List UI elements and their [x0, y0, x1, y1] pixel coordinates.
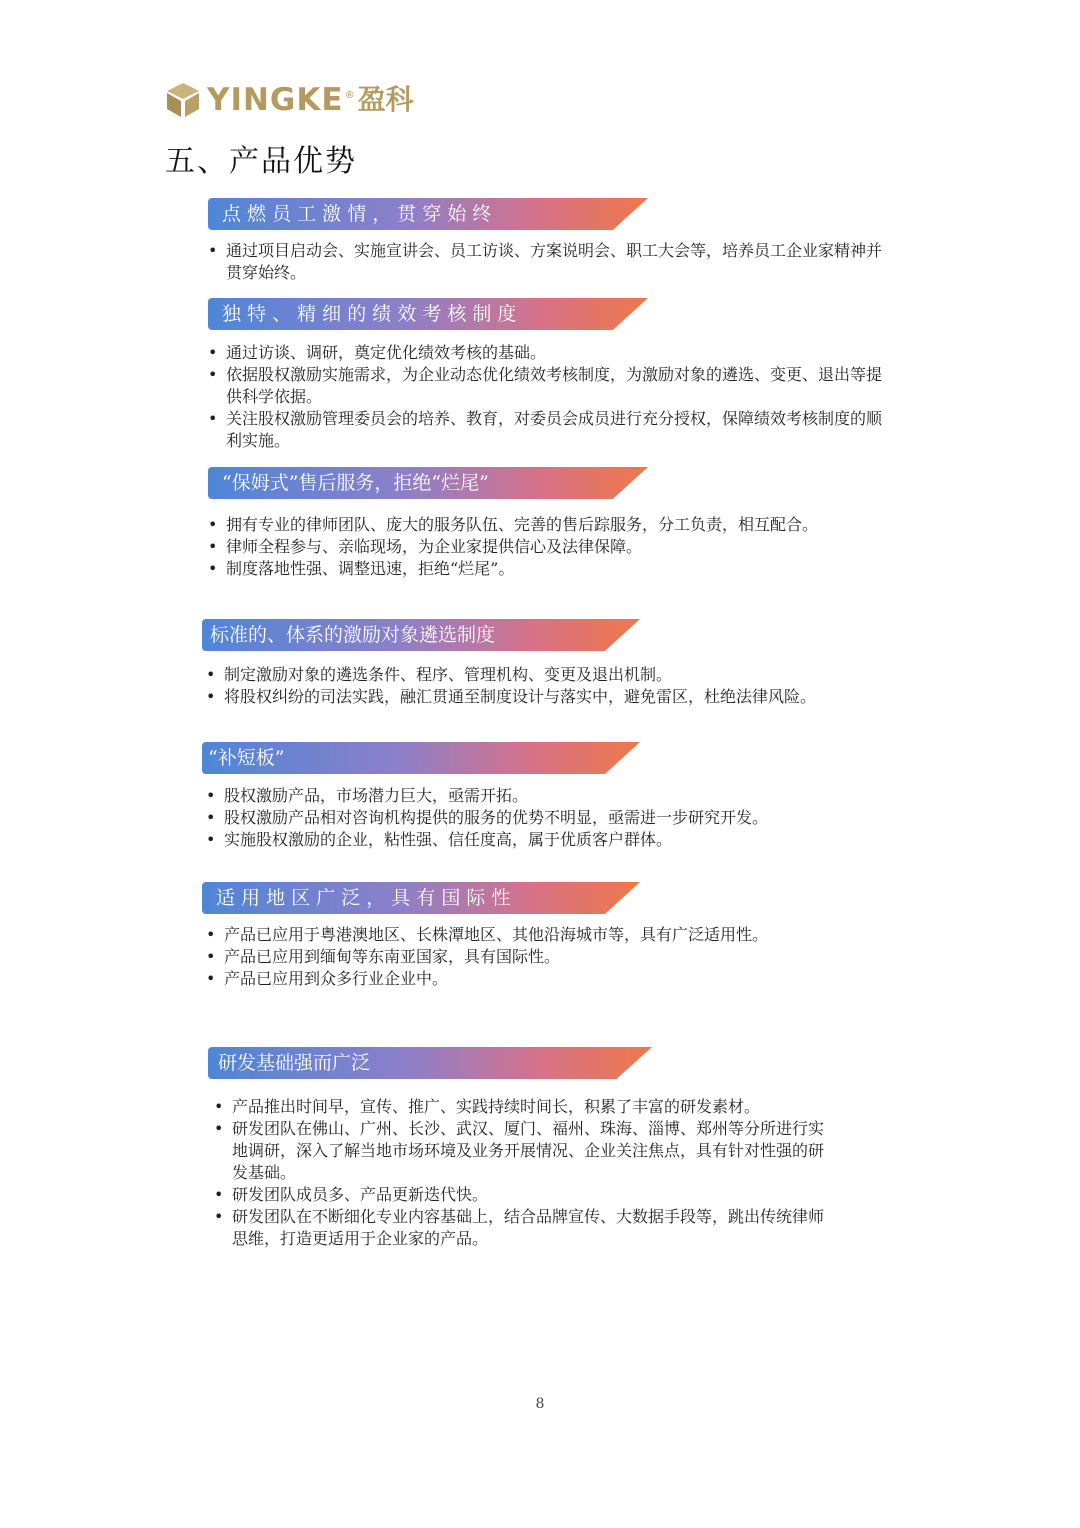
- section-banner: [208, 1047, 652, 1079]
- list-item: • 将股权纠纷的司法实践，融汇贯通至制度设计与落实中，避免雷区，杜绝法律风险。: [206, 686, 822, 708]
- section-banner: [208, 198, 648, 230]
- list-item: • 实施股权激励的企业，粘性强、信任度高，属于优质客户群体。: [206, 829, 822, 851]
- list-item: • 通过访谈、调研，奠定优化绩效考核的基础。: [208, 342, 888, 364]
- logo-registered-mark: ®: [344, 90, 356, 101]
- bullet-list: [208, 342, 888, 452]
- list-item: • 制定激励对象的遴选条件、程序、管理机构、变更及退出机制。: [206, 664, 822, 686]
- bullet-list: [214, 1096, 828, 1250]
- section-title: “保姆式”售后服务，拒绝“烂尾”: [222, 472, 489, 494]
- section-banner: [202, 619, 640, 651]
- list-item: • 研发团队在不断细化专业内容基础上，结合品牌宣传、大数据手段等，跳出传统律师思维，打造更适用于企业家的产品。: [214, 1206, 828, 1250]
- section-banner: [208, 298, 648, 330]
- section-selection-system: [202, 619, 822, 708]
- bullet-list: [206, 664, 822, 708]
- section-title: “补短板”: [208, 747, 285, 769]
- list-item: • 通过项目启动会、实施宣讲会、员工访谈、方案说明会、职工大会等，培养员工企业家精神并贯穿始终。: [208, 240, 888, 284]
- list-item: • 股权激励产品相对咨询机构提供的服务的优势不明显，亟需进一步研究开发。: [206, 807, 822, 829]
- company-logo: [165, 80, 414, 120]
- list-item: • 依据股权激励实施需求，为企业动态优化绩效考核制度，为激励对象的遴选、变更、退出等提供科学依据。: [208, 364, 888, 408]
- logo-brand: YINGKE ®: [207, 80, 344, 120]
- bullet-list: [206, 924, 822, 990]
- list-item: • 产品已应用于粤港澳地区、长株潭地区、其他沿海城市等，具有广泛适用性。: [206, 924, 822, 946]
- list-item: • 股权激励产品，市场潜力巨大，亟需开拓。: [206, 785, 822, 807]
- section-title: 研发基础强而广泛: [218, 1052, 371, 1074]
- list-item: • 研发团队在佛山、广州、长沙、武汉、厦门、福州、珠海、淄博、郑州等分所进行实地调研，深入了解当地市场环境及业务开展情况、企业关注焦点，具有针对性强的研发基础。: [214, 1118, 828, 1184]
- section-title: 独 特 、 精 细 的 绩 效 考 核 制 度: [222, 303, 517, 325]
- list-item: • 律师全程参与、亲临现场，为企业家提供信心及法律保障。: [208, 536, 888, 558]
- section-title: 适 用 地 区 广 泛 ， 具 有 国 际 性: [216, 887, 511, 909]
- list-item: • 制度落地性强、调整迅速，拒绝“烂尾”。: [208, 558, 888, 580]
- bullet-list: [208, 514, 888, 580]
- list-item: • 产品推出时间早，宣传、推广、实践持续时间长，积累了丰富的研发素材。: [214, 1096, 828, 1118]
- section-fill-gaps: [202, 742, 822, 851]
- logo-chinese-name: 盈科: [357, 83, 414, 116]
- section-rd-foundation: [208, 1047, 828, 1250]
- section-motivate-staff: [208, 198, 888, 284]
- section-banner: [208, 467, 648, 499]
- list-item: • 产品已应用到缅甸等东南亚国家，具有国际性。: [206, 946, 822, 968]
- section-banner: [202, 882, 640, 914]
- section-performance-system: [208, 298, 888, 452]
- list-item: • 产品已应用到众多行业企业中。: [206, 968, 822, 990]
- section-wide-application: [202, 882, 822, 990]
- page-heading: 五、产品优势: [165, 144, 357, 179]
- cube-logo-icon: [165, 81, 201, 119]
- section-banner: [202, 742, 640, 774]
- list-item: • 研发团队成员多、产品更新迭代快。: [214, 1184, 828, 1206]
- section-title: 点 燃 员 工 激 情 ， 贯 穿 始 终: [222, 203, 492, 225]
- list-item: • 关注股权激励管理委员会的培养、教育，对委员会成员进行充分授权，保障绩效考核制度的顺利实施。: [208, 408, 888, 452]
- page-number: 8: [535, 1396, 545, 1412]
- bullet-list: [208, 240, 888, 284]
- section-title: 标准的、体系的激励对象遴选制度: [210, 624, 496, 646]
- section-after-sales: [208, 467, 888, 580]
- bullet-list: [206, 785, 822, 851]
- list-item: • 拥有专业的律师团队、庞大的服务队伍、完善的售后踪服务，分工负责，相互配合。: [208, 514, 888, 536]
